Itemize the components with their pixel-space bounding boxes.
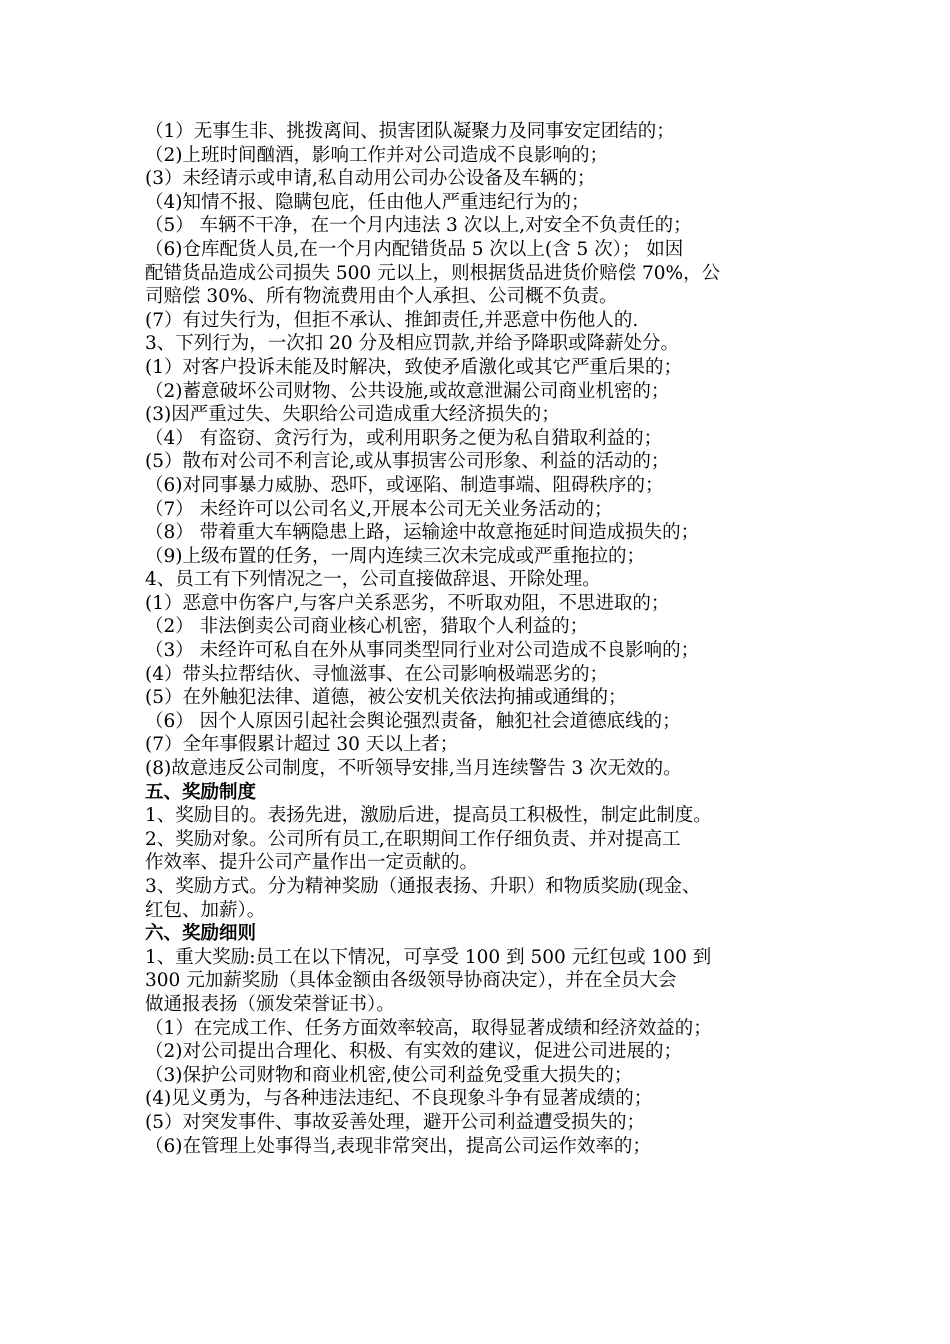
text-line: (7）全年事假累计超过 30 天以上者； [145,734,459,756]
text-line: （6)在管理上处事得当,表现非常突出，提高公司运作效率的； [145,1135,651,1157]
text-line: (4）带头拉帮结伙、寻恤滋事、在公司影响极端恶劣的； [145,663,608,685]
text-line: （3)保护公司财物和商业机密,使公司利益免受重大损失的； [145,1064,633,1086]
text-line: 配错货品造成公司损失 500 元以上，则根据货品进货价赔偿 70%，公 [145,262,721,284]
text-line: （6)对同事暴力威胁、恐吓，或诬陷、制造事端、阻碍秩序的； [145,474,664,496]
text-line: （4)知情不报、隐瞒包庇，任由他人严重违纪行为的； [145,191,590,213]
text-line: (1）对客户投诉未能及时解决，致使矛盾激化或其它严重后果的； [145,356,682,378]
text-line: （7） 未经许可以公司名义,开展本公司无关业务活动的； [145,498,613,520]
text-line: 作效率、提升公司产量作出一定贡献的。 [145,852,479,874]
text-line: （5） 车辆不干净，在一个月内违法 3 次以上,对安全不负责任的； [145,215,692,237]
text-line: （6） 因个人原因引起社会舆论强烈责备，触犯社会道德底线的； [145,710,681,732]
text-line: 3、奖励方式。分为精神奖励（通报表扬、升职）和物质奖励(现金、 [145,876,701,897]
text-line: （6)仓库配货人员,在一个月内配错货品 5 次以上(含 5 次）； 如因 [145,238,684,260]
text-line: (5）对突发事件、事故妥善处理，避开公司利益遭受损失的； [145,1111,645,1133]
text-line: 司赔偿 30%、所有物流费用由个人承担、公司概不负责。 [145,286,618,308]
text-line: 2、奖励对象。公司所有员工,在职期间工作仔细负责、并对提高工 [145,828,681,850]
text-line: 300 元加薪奖励（具体金额由各级领导协商决定），并在全员大会 [145,970,677,992]
text-line: (3）未经请示或申请,私自动用公司办公设备及车辆的； [145,168,596,190]
text-line: (8)故意违反公司制度，不听领导安排,当月连续警告 3 次无效的。 [145,758,682,780]
text-line: 做通报表扬（颁发荣誉证书）。 [145,993,395,1015]
text-line: (7）有过失行为，但拒不承认、推卸责任,并恶意中伤他人的. [145,309,639,331]
text-line: 3、下列行为，一次扣 20 分及相应罚款,并给予降职或降薪处分。 [145,333,679,355]
text-line: (4)见义勇为，与各种违法违纪、不良现象斗争有显著成绩的； [145,1088,653,1110]
text-line: (5）在外触犯法律、道德，被公安机关依法拘捕或通缉的； [145,687,627,709]
text-line: （2)上班时间酗酒，影响工作并对公司造成不良影响的； [145,144,608,166]
text-line: （4） 有盗窃、贪污行为，或利用职务之便为私自猎取利益的； [145,427,663,449]
text-line: （1）在完成工作、任务方面效率较高，取得显著成绩和经济效益的； [145,1017,712,1039]
text-line: 1、重大奖励:员工在以下情况，可享受 100 到 500 元红包或 100 到 [145,946,712,968]
text-line: （2)蓄意破坏公司财物、公共设施,或故意泄漏公司商业机密的； [145,380,670,402]
text-line: （2） 非法倒卖公司商业核心机密，猎取个人利益的； [145,616,589,638]
text-line: （8） 带着重大车辆隐患上路，运输途中故意拖延时间造成损失的； [145,522,700,544]
text-line: （1）无事生非、挑拨离间、损害团队凝聚力及同事安定团结的； [145,121,675,142]
text-line: (5）散布对公司不利言论,或从事损害公司形象、利益的活动的； [145,451,670,473]
text-line: 1、奖励目的。表扬先进，激励后进，提高员工积极性，制定此制度。 [145,805,712,827]
section-heading: 六、奖励细则 [145,923,257,945]
text-line: （3） 未经许可私自在外从事同类型同行业对公司造成不良影响的； [145,640,700,662]
text-line: (3)因严重过失、失职给公司造成重大经济损失的； [145,404,560,426]
text-line: (1）恶意中伤客户,与客户关系恶劣，不听取劝阻，不思进取的； [145,592,670,614]
text-line: （9)上级布置的任务，一周内连续三次未完成或严重拖拉的； [145,545,645,567]
text-line: 4、员工有下列情况之一，公司直接做辞退、开除处理。 [145,569,601,591]
text-line: 红包、加薪）。 [145,899,266,921]
document-page [145,120,835,1158]
text-line: （2)对公司提出合理化、积极、有实效的建议，促进公司进展的； [145,1041,682,1063]
section-heading: 五、奖励制度 [145,781,257,803]
